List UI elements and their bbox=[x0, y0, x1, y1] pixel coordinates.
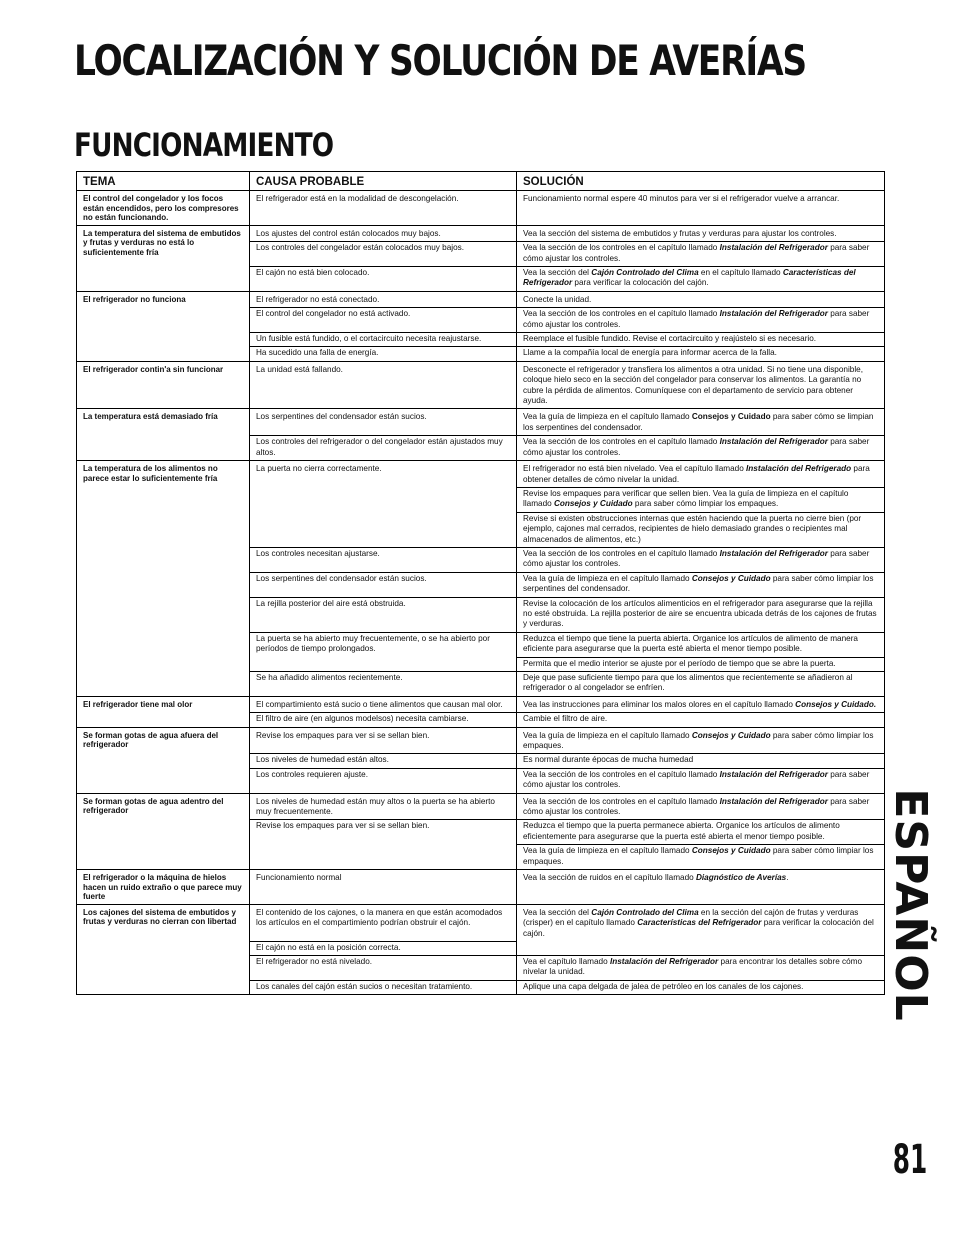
solution-text: Revise si existen obstrucciones internas que estén haciendo que la puerta no cierre bien (por ejemplo, cajones mal cerrados, recipientes de hielo demasiado grandes o recipientes mal almacenados de alimentos, etc.) bbox=[523, 513, 862, 544]
topic-cell: La temperatura de los alimentos no parece estar lo suficientemente fría bbox=[77, 461, 250, 697]
header-topic: TEMA bbox=[77, 172, 250, 191]
solution-cell bbox=[517, 793, 885, 820]
solution-text: en el capítulo llamado bbox=[698, 268, 783, 277]
solution-text: Llame a la compañía local de energía para informar acerca de la falla. bbox=[523, 348, 777, 358]
solution-cell bbox=[517, 347, 885, 361]
solution-text: Reduzca el tiempo que la puerta permanece abierta. Organice los artículos de alimento eficientemente para asegurarse que la puerta esté abierta el menor tiempo posible. bbox=[523, 821, 840, 841]
solution-cell bbox=[517, 820, 885, 845]
solution-cell bbox=[517, 956, 885, 981]
solution-text: para saber cómo ajustar los controles. bbox=[523, 548, 870, 569]
cause-cell: El refrigerador está en la modalidad de descongelación. bbox=[250, 191, 517, 226]
solution-text: para verificar la colocación del cajón. bbox=[523, 918, 874, 938]
topic-cell: Se forman gotas de agua adentro del refrigerador bbox=[77, 793, 250, 869]
table-row bbox=[77, 409, 885, 436]
cause-cell: El cajón no está bien colocado. bbox=[250, 267, 517, 292]
solution-cell bbox=[517, 980, 885, 994]
cause-cell: Los serpentines del condensador están sucios. bbox=[250, 572, 517, 597]
cause-cell: Revise los empaques para ver si se sellan bien. bbox=[250, 727, 517, 754]
solution-text: Características del Refrigerador bbox=[523, 268, 856, 288]
cause-cell: El filtro de aire (en algunos modelsos) necesita cambiarse. bbox=[250, 713, 517, 727]
cause-cell: Un fusible está fundido, o el cortacircuito necesita reajustarse. bbox=[250, 333, 517, 347]
solution-text: para verificar la colocación del cajón. bbox=[572, 278, 709, 288]
cause-cell: La puerta no cierra correctamente. bbox=[250, 461, 517, 488]
solution-cell bbox=[517, 361, 885, 409]
solution-text: para saber cómo ajustar los controles. bbox=[523, 309, 870, 329]
language-label-text: ESPAÑOL bbox=[885, 788, 936, 1022]
solution-cell bbox=[517, 754, 885, 768]
table-row bbox=[77, 696, 885, 712]
solution-text: Vea la sección de los controles en el capítulo llamado bbox=[523, 437, 720, 447]
solution-cell bbox=[517, 696, 885, 712]
cause-cell: La puerta se ha abierto muy frecuentemente, o se ha abierto por períodos de tiempo prolongados. bbox=[250, 632, 517, 657]
solution-text: Instalación del Refrigerador bbox=[719, 309, 828, 319]
solution-text: Vea el capítulo llamado bbox=[523, 957, 610, 966]
solution-cell bbox=[517, 727, 885, 754]
solution-text: para saber cómo se limpian los serpentines del condensador. bbox=[523, 412, 874, 432]
table-row bbox=[77, 904, 885, 941]
solution-text: Diagnóstico de Averías bbox=[695, 873, 787, 883]
table-row bbox=[77, 793, 885, 820]
solution-text: Cambie el filtro de aire. bbox=[523, 714, 608, 724]
solution-text: para saber cómo ajustar los controles. bbox=[523, 437, 870, 457]
page-number: 81 bbox=[892, 1137, 928, 1183]
table-body bbox=[77, 191, 885, 995]
solution-cell bbox=[517, 487, 885, 512]
topic-cell: La temperatura del sistema de embutidos y frutas y verduras no está lo suficientemente fría bbox=[77, 225, 250, 291]
solution-cell bbox=[517, 547, 885, 572]
cause-cell: El compartimiento está sucio o tiene alimentos que causan mal olor. bbox=[250, 696, 517, 712]
topic-cell: Los cajones del sistema de embutidos y frutas y verduras no cierran con libertad bbox=[77, 904, 250, 994]
cause-cell: Los controles del congelador están colocados muy bajos. bbox=[250, 242, 517, 267]
solution-text: Instalación del Refrigerador bbox=[719, 243, 828, 253]
solution-text: en la sección del cajón de frutas y verduras (crisper) en el capítulo llamado bbox=[523, 907, 859, 928]
solution-text: para saber cómo limpiar los serpentines del condensador. bbox=[523, 573, 874, 594]
cause-cell: El refrigerador no está conectado. bbox=[250, 291, 517, 307]
solution-text: Vea la sección de los controles en el capítulo llamado bbox=[523, 243, 720, 253]
table-row bbox=[77, 291, 885, 307]
solution-text: Reduzca el tiempo que tiene la puerta abierta. Organice los artículos de alimento de manera eficiente para asegurarse que la puerta esté abierta el menor tiempo posible. bbox=[523, 633, 858, 654]
solution-text: Consejos y Cuidado bbox=[691, 573, 771, 583]
solution-text: El refrigerador no está bien nivelado. Vea el capítulo llamado bbox=[523, 464, 747, 474]
cause-cell: Se ha añadido alimentos recientemente. bbox=[250, 672, 517, 697]
solution-text: Consejos y Cuidado bbox=[553, 499, 633, 509]
solution-text: Consejos y Cuidado bbox=[691, 412, 771, 422]
solution-text: Vea las instrucciones para eliminar los malos olores en el capítulo llamado bbox=[523, 699, 796, 709]
topic-cell: El refrigerador contin'a sin funcionar bbox=[77, 361, 250, 409]
solution-text: Características del Refrigerador bbox=[637, 918, 762, 928]
solution-text: Vea la sección del sistema de embutidos y frutas y verduras para ajustar los controles. bbox=[523, 228, 837, 238]
solution-cell bbox=[517, 904, 885, 941]
solution-text: Instalación del Refrigerador bbox=[719, 437, 828, 447]
solution-text: para encontrar los detalles sobre cómo nivelar la unidad. bbox=[523, 957, 863, 977]
solution-text: para saber cómo limpiar los empaques. bbox=[523, 730, 874, 751]
solution-cell bbox=[517, 436, 885, 461]
solution-text: Conecte la unidad. bbox=[523, 294, 592, 304]
solution-text: Es normal durante épocas de mucha humedad bbox=[523, 755, 694, 765]
cause-cell bbox=[250, 487, 517, 512]
topic-cell: Se forman gotas de agua afuera del refrigerador bbox=[77, 727, 250, 793]
solution-cell bbox=[517, 409, 885, 436]
solution-cell bbox=[517, 572, 885, 597]
cause-cell: Los serpentines del condensador están sucios. bbox=[250, 409, 517, 436]
cause-cell: Funcionamiento normal bbox=[250, 870, 517, 905]
solution-text: Revise los empaques para verificar que sellen bien. Vea la guía de limpieza en el capítulo llamado bbox=[523, 488, 849, 509]
section-title: FUNCIONAMIENTO bbox=[74, 126, 334, 164]
solution-text: Cajón Controlado del Clima bbox=[591, 907, 699, 917]
cause-cell: Los ajustes del control están colocados muy bajos. bbox=[250, 225, 517, 241]
solution-text: Vea la sección de los controles en el capítulo llamado bbox=[523, 769, 720, 779]
cause-cell: Los controles requieren ajuste. bbox=[250, 768, 517, 793]
solution-text: Instalación del Refrigerador bbox=[719, 548, 828, 558]
solution-cell bbox=[517, 461, 885, 488]
solution-text: Vea la sección de ruidos en el capítulo llamado bbox=[523, 873, 696, 883]
solution-text: Vea la guía de limpieza en el capítulo llamado bbox=[523, 846, 692, 856]
solution-text: Deje que pase suficiente tiempo para que los alimentos que recientemente se añadieron al refrigerador o al congelador se enfríen. bbox=[523, 673, 853, 693]
cause-cell: Los niveles de humedad están altos. bbox=[250, 754, 517, 768]
solution-cell bbox=[517, 672, 885, 697]
troubleshooting-table bbox=[76, 171, 885, 995]
cause-cell: Los niveles de humedad están muy altos o la puerta se ha abierto muy frecuentemente. bbox=[250, 793, 517, 820]
solution-text: para saber cómo ajustar los controles. bbox=[523, 796, 870, 817]
cause-cell bbox=[250, 512, 517, 547]
solution-text: Funcionamiento normal espere 40 minutos para ver si el refrigerador vuelve a arrancar. bbox=[523, 194, 840, 203]
solution-cell bbox=[517, 225, 885, 241]
solution-text: Consejos y Cuidado bbox=[691, 846, 771, 856]
solution-text: Vea la sección de los controles en el capítulo llamado bbox=[523, 796, 720, 806]
cause-cell: Revise los empaques para ver si se sellan bien. bbox=[250, 820, 517, 845]
solution-text: Cajón Controlado del Clima bbox=[591, 268, 699, 277]
header-cause: CAUSA PROBABLE bbox=[250, 172, 517, 191]
table-row bbox=[77, 727, 885, 754]
cause-cell: Los canales del cajón están sucios o necesitan tratamiento. bbox=[250, 980, 517, 994]
solution-cell bbox=[517, 512, 885, 547]
cause-cell: El refrigerador no está nivelado. bbox=[250, 956, 517, 981]
solution-cell bbox=[517, 308, 885, 333]
solution-text: para saber cómo ajustar los controles. bbox=[523, 769, 870, 790]
solution-text: . bbox=[786, 873, 789, 883]
solution-text: Vea la guía de limpieza en el capítulo llamado bbox=[523, 412, 692, 422]
solution-text: Instalación del Refrigerador bbox=[719, 796, 828, 806]
topic-cell: El refrigerador no funciona bbox=[77, 291, 250, 361]
solution-text: Vea la sección de los controles en el capítulo llamado bbox=[523, 309, 720, 319]
solution-cell bbox=[517, 845, 885, 870]
solution-cell bbox=[517, 941, 885, 955]
solution-text: Desconecte el refrigerador y transfiera los alimentos a otra unidad. Si no tiene una disponible, coloque hielo seco en la sección del congelador para conservar los alimentos. La garantía no cubre la pérdida de alimentos. Comuníquese con el departamento de servicio para obtener ayuda. bbox=[523, 364, 863, 406]
solution-cell bbox=[517, 242, 885, 267]
solution-cell bbox=[517, 713, 885, 727]
solution-text: Consejos y Cuidado. bbox=[795, 699, 877, 709]
solution-text: para saber cómo limpiar los empaques. bbox=[523, 846, 874, 866]
topic-cell: El refrigerador o la máquina de hielos hacen un ruido extraño o que parece muy fuerte bbox=[77, 870, 250, 905]
solution-text: Vea la sección del bbox=[523, 907, 592, 917]
table-header-row bbox=[77, 172, 885, 191]
page-title: LOCALIZACIÓN Y SOLUCIÓN DE AVERÍAS bbox=[74, 36, 806, 85]
solution-cell bbox=[517, 657, 885, 671]
solution-cell bbox=[517, 870, 885, 905]
cause-cell: El cajón no está en la posición correcta. bbox=[250, 941, 517, 955]
solution-text: Vea la guía de limpieza en el capítulo llamado bbox=[523, 730, 692, 740]
cause-cell: La rejilla posterior del aire está obstruida. bbox=[250, 597, 517, 632]
solution-text: para saber cómo limpiar los empaques. bbox=[632, 499, 779, 509]
solution-cell bbox=[517, 597, 885, 632]
table-row bbox=[77, 191, 885, 226]
header-solution: SOLUCIÓN bbox=[517, 172, 885, 191]
table-row bbox=[77, 225, 885, 241]
solution-text: Aplique una capa delgada de jalea de petróleo en los canales de los cajones. bbox=[523, 981, 804, 991]
solution-text: para saber cómo ajustar los controles. bbox=[523, 243, 870, 263]
cause-cell bbox=[250, 657, 517, 671]
solution-cell bbox=[517, 333, 885, 347]
solution-cell bbox=[517, 768, 885, 793]
topic-cell: El control del congelador y los focos están encendidos, pero los compresores no están funcionando. bbox=[77, 191, 250, 226]
table-row bbox=[77, 361, 885, 409]
language-side-label bbox=[880, 788, 940, 1022]
solution-text: Consejos y Cuidado bbox=[691, 730, 771, 740]
solution-text: Vea la sección del bbox=[523, 268, 592, 277]
solution-cell bbox=[517, 291, 885, 307]
cause-cell: El contenido de los cajones, o la manera en que están acomodados los artículos en el compartimiento podrían obstruir el cajón. bbox=[250, 904, 517, 941]
solution-text: Reemplace el fusible fundido. Revise el cortacircuito y reajústelo si es necesario. bbox=[523, 334, 817, 344]
topic-cell: La temperatura está demasiado fría bbox=[77, 409, 250, 461]
cause-cell bbox=[250, 845, 517, 870]
table-row bbox=[77, 461, 885, 488]
solution-text: Instalación del Refrigerador bbox=[609, 957, 719, 966]
solution-text: Vea la sección de los controles en el capítulo llamado bbox=[523, 548, 720, 558]
cause-cell: La unidad está fallando. bbox=[250, 361, 517, 409]
cause-cell: El control del congelador no está activado. bbox=[250, 308, 517, 333]
solution-cell bbox=[517, 632, 885, 657]
solution-cell bbox=[517, 267, 885, 292]
table-row bbox=[77, 870, 885, 905]
solution-text: Revise la colocación de los artículos alimenticios en el refrigerador para asegurarse que la rejilla no esté obstruida. La rejilla posterior de aire se encuentra ubicada detrás de los cajones de frutas y verduras. bbox=[523, 598, 877, 629]
cause-cell: Ha sucedido una falla de energía. bbox=[250, 347, 517, 361]
solution-text: Vea la guía de limpieza en el capítulo llamado bbox=[523, 573, 692, 583]
topic-cell: El refrigerador tiene mal olor bbox=[77, 696, 250, 727]
cause-cell: Los controles del refrigerador o del congelador están ajustados muy altos. bbox=[250, 436, 517, 461]
solution-text: Instalación del Refrigerado bbox=[746, 464, 852, 474]
cause-cell: Los controles necesitan ajustarse. bbox=[250, 547, 517, 572]
solution-text: Permita que el medio interior se ajuste por el período de tiempo que se abre la puerta. bbox=[523, 658, 836, 668]
solution-text: para obtener detalles de cómo nivelar la unidad. bbox=[523, 464, 870, 484]
solution-cell bbox=[517, 191, 885, 226]
solution-text: Instalación del Refrigerador bbox=[719, 769, 828, 779]
